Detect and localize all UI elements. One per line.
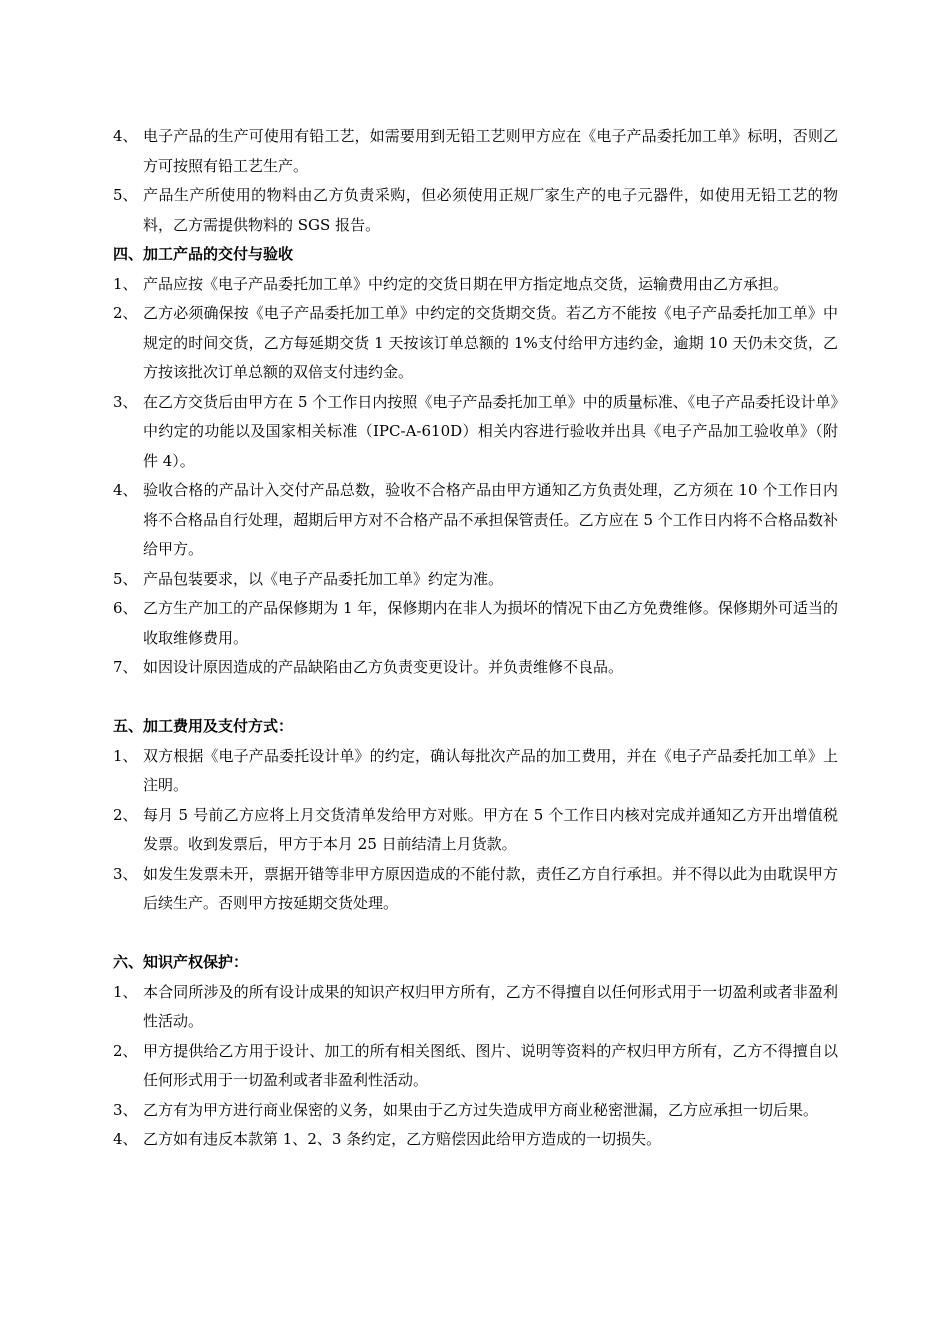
section-3-continuation: [113, 122, 838, 240]
item-number: 7、: [113, 658, 138, 676]
list-item: [113, 565, 838, 595]
list-item: [113, 742, 838, 801]
list-item: [113, 1037, 838, 1096]
item-text: 如发生发票未开，票据开错等非甲方原因造成的不能付款，责任乙方自行承担。并不得以此为由耽误甲方后续生产。否则甲方按延期交货处理。: [143, 864, 838, 912]
item-number: 5、: [113, 569, 138, 588]
section-heading: 五、加工费用及支付方式：: [113, 717, 294, 735]
item-number: 3、: [113, 1100, 138, 1119]
item-number: 6、: [113, 599, 138, 617]
item-text: 每月 5 号前乙方应将上月交货清单发给甲方对账。甲方在 5 个工作日内核对完成并通知乙方开出增值税发票。收到发票后，甲方于本月 25 日前结清上月货款。: [143, 805, 838, 853]
item-number: 2、: [113, 304, 138, 322]
item-number: 3、: [113, 392, 138, 411]
item-number: 4、: [113, 127, 138, 145]
list-item: [113, 801, 838, 860]
item-text: 乙方生产加工的产品保修期为 1 年，保修期内在非人为损坏的情况下由乙方免费维修。保修期外可适当的收取维修费用。: [143, 599, 838, 647]
item-number: 4、: [113, 481, 138, 499]
list-item: [113, 653, 838, 683]
item-text: 双方根据《电子产品委托设计单》的约定，确认每批次产品的加工费用，并在《电子产品委托加工单》上注明。: [143, 746, 838, 794]
section-heading: 六、知识产权保护：: [113, 953, 249, 971]
list-item: [113, 181, 838, 240]
list-item: [113, 388, 838, 477]
item-text: 产品应按《电子产品委托加工单》中约定的交货日期在甲方指定地点交货，运输费用由乙方承担。: [143, 274, 789, 293]
list-item: [113, 122, 838, 181]
list-item: [113, 860, 838, 919]
item-text: 乙方如有违反本款第 1、2、3 条约定，乙方赔偿因此给甲方造成的一切损失。: [143, 1130, 662, 1148]
list-item: [113, 978, 838, 1037]
item-text: 乙方有为甲方进行商业保密的义务，如果由于乙方过失造成甲方商业秘密泄漏，乙方应承担一切后果。: [143, 1100, 819, 1119]
item-number: 1、: [113, 982, 138, 1001]
item-number: 3、: [113, 864, 138, 883]
item-text: 甲方提供给乙方用于设计、加工的所有相关图纸、图片、说明等资料的产权归甲方所有，乙方不得擅自以任何形式用于一切盈利或者非盈利性活动。: [143, 1041, 838, 1089]
item-number: 4、: [113, 1130, 138, 1148]
item-text: 乙方必须确保按《电子产品委托加工单》中约定的交货期交货。若乙方不能按《电子产品委托加工单》中规定的时间交货，乙方每延期交货 1 天按该订单总额的 1%支付给甲方违约金，逾期 10 天仍未交货，乙方按该批次订单总额的双倍支付违约金。: [143, 304, 838, 381]
item-text: 产品生产所使用的物料由乙方负责采购，但必须使用正规厂家生产的电子元器件，如使用无铅工艺的物料，乙方需提供物料的 SGS 报告。: [143, 186, 838, 234]
item-number: 2、: [113, 805, 138, 824]
item-text: 在乙方交货后由甲方在 5 个工作日内按照《电子产品委托加工单》中的质量标准、《电子产品委托设计单》中约定的功能以及国家相关标准（IPC-A-610D）相关内容进行验收并出具《电子产品加工验收单》（附件 4）。: [143, 392, 838, 470]
list-item: [113, 476, 838, 565]
contract-body: [113, 122, 838, 1155]
item-text: 产品包装要求，以《电子产品委托加工单》约定为准。: [143, 569, 504, 588]
list-item: [113, 1125, 838, 1155]
list-item: [113, 299, 838, 388]
item-text: 如因设计原因造成的产品缺陷由乙方负责变更设计。并负责维修不良品。: [143, 658, 624, 676]
blank-line: [113, 683, 838, 713]
item-number: 2、: [113, 1041, 138, 1060]
item-text: 电子产品的生产可使用有铅工艺，如需要用到无铅工艺则甲方应在《电子产品委托加工单》标明，否则乙方可按照有铅工艺生产。: [143, 127, 838, 175]
section-5: [113, 712, 838, 919]
item-number: 1、: [113, 274, 138, 293]
blank-line: [113, 919, 838, 949]
section-4: [113, 240, 838, 683]
list-item: [113, 270, 838, 300]
item-text: 本合同所涉及的所有设计成果的知识产权归甲方所有，乙方不得擅自以任何形式用于一切盈利或者非盈利性活动。: [143, 982, 838, 1030]
item-number: 1、: [113, 746, 138, 765]
section-6: [113, 948, 838, 1155]
list-item: [113, 1096, 838, 1126]
item-text: 验收合格的产品计入交付产品总数，验收不合格产品由甲方通知乙方负责处理，乙方须在 10 个工作日内将不合格品自行处理，超期后甲方对不合格产品不承担保管责任。乙方应在 5 个工作日内将不合格品数补给甲方。: [143, 481, 838, 558]
item-number: 5、: [113, 186, 138, 204]
list-item: [113, 594, 838, 653]
section-heading: 四、加工产品的交付与验收: [113, 245, 294, 263]
